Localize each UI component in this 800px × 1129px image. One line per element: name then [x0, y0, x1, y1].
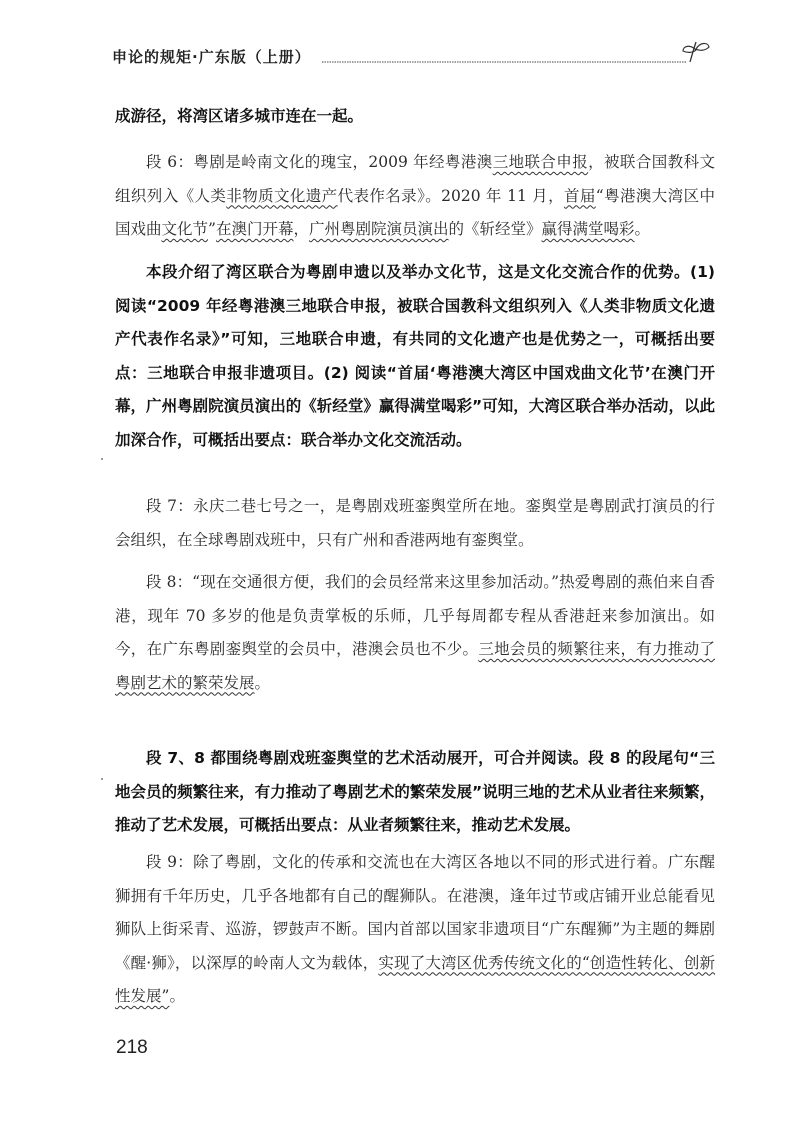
wavy-underline: 广州粤剧院演员演出	[309, 220, 449, 238]
original-text-paragraph-6: 段 6：粤剧是岭南文化的瑰宝，2009 年经粤港澳三地联合申报，被联合国教科文组织列入《人类非物质文化遗产代表作名录》。2020 年 11 月，首届“粤港澳大湾区中国戏曲文化节”在澳门开幕，广州粤剧院演员演出的《斩经堂》赢得满堂喝彩。	[115, 153, 715, 238]
wavy-underline: 在澳门开幕	[215, 220, 294, 238]
wavy-underline: 首届	[563, 186, 596, 205]
analysis-paragraph-6: 本段介绍了湾区联合为粤剧申遗以及举办文化节，这是文化交流合作的优势。(1) 阅读“2009 年经粤港澳三地联合申报，被联合国教科文组织列入《人类非物质文化遗产代表作名录》”可知，三地联合申遗，有共同的文化遗产也是优势之一，可概括出要点：三地联合申报非遗项目。(2) 阅读“首届‘粤港澳大湾区中国戏曲文化节’在澳门开幕，广州粤剧院演员演出的《斩经堂》赢得满堂喝彩”可知，大湾区联合举办活动，以此加深合作，可概括出要点：联合举办文化交流活动。	[115, 263, 715, 449]
analysis-paragraph-7-8: 段 7、8 都围绕粤剧戏班銮舆堂的艺术活动展开，可合并阅读。段 8 的段尾句“三地会员的频繁往来，有力推动了粤剧艺术的繁荣发展”说明三地的艺术从业者往来频繁，推动了艺术发展，可概括出要点：从业者频繁往来，推动艺术发展。	[115, 749, 715, 834]
margin-mark	[101, 778, 103, 780]
wavy-underline: 三地会员的频繁往来，有力推动了粤剧艺术的繁荣发展	[115, 640, 715, 692]
page-header	[112, 40, 712, 70]
margin-mark	[101, 458, 103, 460]
wavy-underline: 文化节	[161, 220, 209, 238]
wavy-underline: 赢得满堂喝彩	[541, 220, 635, 238]
original-text-paragraph-7: 段 7：永庆二巷七号之一，是粤剧戏班銮舆堂所在地。銮舆堂是粤剧武打演员的行会组织，在全球粤剧戏班中，只有广州和香港两地有銮舆堂。	[115, 497, 715, 549]
wavy-underline: 非物质文化遗产	[226, 186, 338, 205]
header-rule-with-sprout-icon	[112, 40, 712, 70]
original-text-paragraph-8: 段 8：“现在交通很方便，我们的会员经常来这里参加活动。”热爱粤剧的燕伯来自香港，现年 70 多岁的他是负责掌板的乐师，几乎每周都专程从香港赶来参加演出。如今，在广东粤剧銮舆堂的会员中，港澳会员也不少。三地会员的频繁往来，有力推动了粤剧艺术的繁荣发展。	[115, 573, 715, 692]
wavy-underline: 三地联合申报	[492, 153, 589, 171]
original-text-paragraph-9: 段 9：除了粤剧，文化的传承和交流也在大湾区各地以不同的形式进行着。广东醒狮拥有千年历史，几乎各地都有自己的醒狮队。在港澳，逢年过节或店铺开业总能看见狮队上街采青、巡游，锣鼓声不断。国内首部以国家非遗项目“广东醒狮”为主题的舞剧《醒·狮》，以深厚的岭南人文为载体，实现了大湾区优秀传统文化的“创造性转化、创新性发展”。	[115, 853, 715, 1005]
wavy-underline: 实现了大湾区优秀传统文化的“创造性转化、创新性发展”	[115, 953, 715, 1005]
page-number: 218	[116, 1037, 148, 1058]
header-title: 申论的规矩·广东版（上册）	[112, 48, 311, 66]
paragraph-continuation: 成游径，将湾区诸多城市连在一起。	[115, 107, 364, 125]
